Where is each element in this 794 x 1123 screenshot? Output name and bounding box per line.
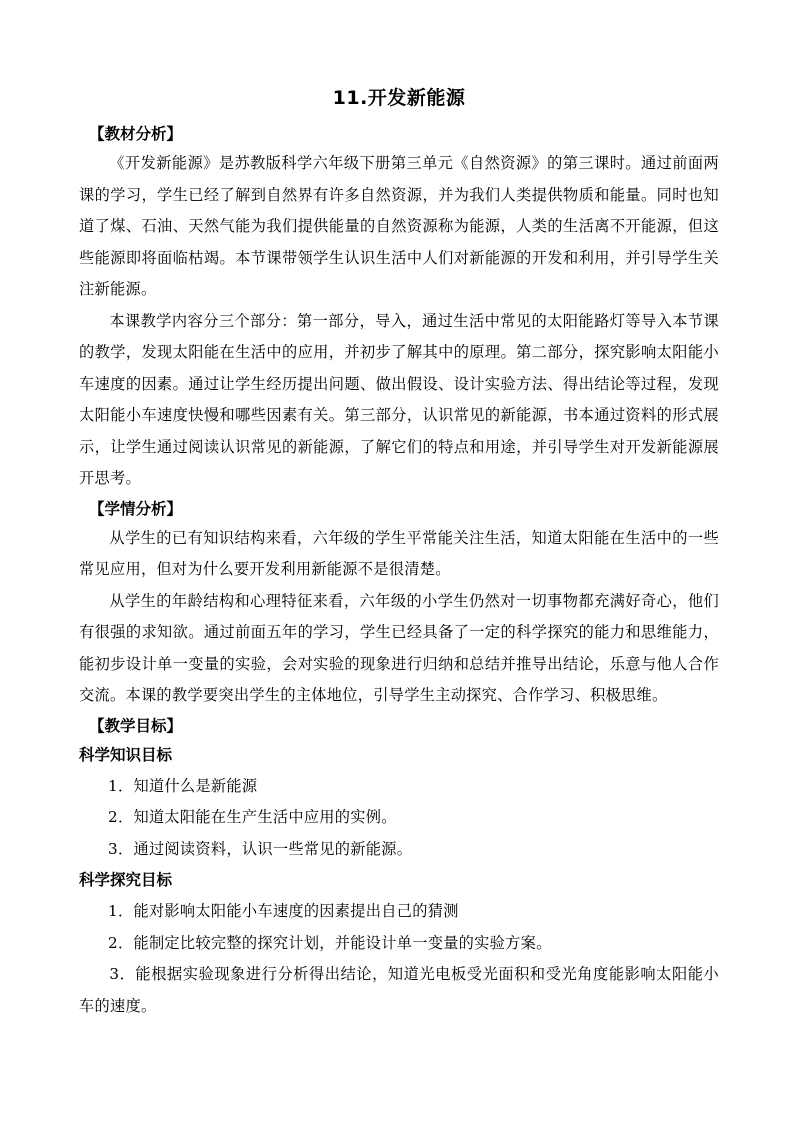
section-heading: 【学情分析】 [89,499,183,518]
goal-item: 2．知道太阳能在生产生活中应用的实例。 [108,808,397,826]
section-heading: 【教材分析】 [89,125,183,143]
section-student-analysis [79,495,719,712]
goal-item: 1．知道什么是新能源 [108,776,258,795]
goal-item: 3．通过阅读资料，认识一些常见的新能源。 [108,839,413,858]
goal-item: 1．能对影响太阳能小车速度的因素提出自己的猜测 [108,902,459,920]
goal-group-knowledge [79,740,719,866]
paragraph: 本课教学内容分三个部分：第一部分，导入，通过生活中常见的太阳能路灯等导入本节课的教学，发现太阳能在生活中的应用，并初步了解其中的原理。第二部分，探究影响太阳能小车速度的因素。通过让学生经历提出问题、做出假设、设计实验方法、得出结论等过程，发现太阳能小车速度快慢和哪些因素有关。第三部分，认识常见的新能源，书本通过资料的形式展示，让学生通过阅读认识常见的新能源，了解它们的特点和用途，并引导学生对开发新能源展开思考。 [79,311,719,487]
paragraph: 从学生的已有知识结构来看，六年级的学生平常能关注生活，知道太阳能在生活中的一些常见应用，但对为什么要开发利用新能源不是很清楚。 [79,528,719,578]
section-heading: 【教学目标】 [89,716,183,735]
paragraph: 《开发新能源》是苏教版科学六年级下册第三单元《自然资源》的第三课时。通过前面两课的学习，学生已经了解到自然界有许多自然资源，并为我们人类提供物质和能量。同时也知道了煤、石油、天然气能为我们提供能量的自然资源称为能源，人类的生活离不开能源，但这些能源即将面临枯竭。本节课带领学生认识生活中人们对新能源的开发和利用，并引导学生关注新能源。 [79,154,719,298]
goal-item: 2．能制定比较完整的探究计划，并能设计单一变量的实验方案。 [108,933,552,952]
section-teaching-goals [79,712,719,1023]
section-textbook-analysis [79,120,719,495]
document-body [79,84,719,1022]
goal-subheading: 科学探究目标 [79,871,173,889]
paragraph: 从学生的年龄结构和心理特征来看，六年级的小学生仍然对一切事物都充满好奇心，他们有很强的求知欲。通过前面五年的学习，学生已经具备了一定的科学探究的能力和思维能力，能初步设计单一变量的实验，会对实验的现象进行归纳和总结并推导出结论，乐意与他人合作交流。本课的教学要突出学生的主体地位，引导学生主动探究、合作学习、积极思维。 [79,591,719,704]
goal-subheading: 科学知识目标 [79,745,173,764]
goal-item: 3．能根据实验现象进行分析得出结论，知道光电板受光面积和受光角度能影响太阳能小车的速度。 [79,965,719,1015]
goal-group-inquiry [79,865,719,1022]
document-title: 11.开发新能源 [332,87,466,109]
